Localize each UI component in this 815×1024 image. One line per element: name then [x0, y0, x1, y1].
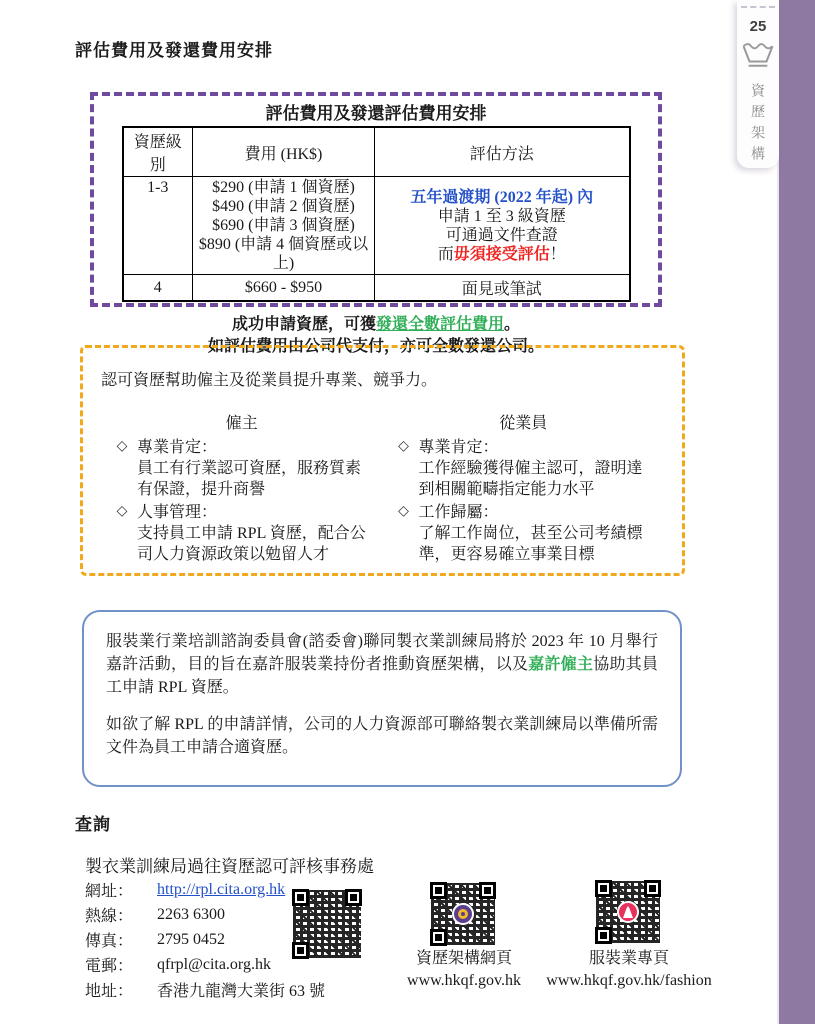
- qr-finder-icon: [292, 942, 309, 959]
- method-line-2: 申請 1 至 3 級資歷: [437, 207, 566, 225]
- item-body: 員工有行業認可資歷，服務質素有保證，提升商譽: [137, 460, 362, 498]
- address-label: 地址：: [85, 983, 134, 1000]
- benefits-columns: [101, 410, 664, 565]
- hkqf-qr-label: 資歷架構網頁: [415, 950, 512, 967]
- hotline-value: 2263 6300: [157, 905, 225, 923]
- event-paragraph-1: [106, 630, 658, 699]
- fee-option-3: $690 (申請 3 個資歷): [212, 217, 355, 234]
- email-value: qfrpl@cita.org.hk: [157, 955, 271, 973]
- item-title: 工作歸屬：: [418, 504, 499, 521]
- method-line4-prefix: 而: [437, 245, 454, 263]
- cell-fees-1-3: [193, 177, 375, 275]
- fax-value: 2795 0452: [157, 930, 225, 948]
- diamond-bullet-icon: ◇: [398, 439, 409, 454]
- diamond-bullet-icon: ◇: [116, 439, 128, 454]
- refund-line-1: [94, 314, 658, 336]
- fashion-qr-code: [592, 877, 664, 947]
- stitch-line: [741, 6, 775, 8]
- website-link[interactable]: http://rpl.cita.org.hk: [157, 880, 286, 898]
- cell-level-1-3: 1-3: [123, 177, 193, 275]
- email-label: 電郵：: [85, 958, 134, 975]
- cell-method-1-3: [375, 177, 630, 275]
- refund-line1-prefix: 成功申請資歷，可獲: [231, 316, 376, 333]
- practitioner-column: [383, 410, 665, 565]
- tab-label: 資歷架構: [750, 83, 766, 167]
- fashion-qr-url: www.hkqf.gov.hk/fashion: [546, 972, 712, 989]
- event-box: [82, 610, 682, 787]
- qr-finder-icon: [345, 889, 362, 906]
- diamond-bullet-icon: ◇: [116, 504, 128, 519]
- cell-fee-4: $660 - $950: [193, 275, 375, 302]
- fee-table-title: 評估費用及發還評估費用安排: [265, 104, 487, 123]
- hkqf-qr-caption: [400, 948, 528, 992]
- refund-line1-suffix: 。: [504, 316, 521, 333]
- fee-option-4: $890 (申請 4 個資歷或以上): [198, 236, 369, 272]
- hotline-label: 熱線：: [85, 908, 134, 925]
- event-p1-prefix: 服裝業行業培訓諮詢委員會(諮委會)聯同製衣業訓練局將於 2023 年 10 月舉行嘉許活動，目的旨在嘉許服裝業持份者推動資歷架構，以及: [106, 633, 658, 673]
- wash-basin-icon: [737, 39, 779, 72]
- item-title: 專業肯定：: [137, 439, 218, 456]
- item-body: 了解工作崗位，甚至公司考績標準，更容易確立事業目標: [418, 525, 643, 563]
- hkqf-qr-code: [427, 879, 499, 949]
- header-level: 資歷級別: [123, 127, 193, 177]
- qf-logo-icon: [452, 903, 474, 925]
- side-band: [777, 0, 815, 1024]
- practitioner-heading: 從業員: [499, 415, 548, 432]
- item-text: [419, 502, 659, 565]
- qr-finder-icon: [430, 929, 447, 946]
- inquiry-heading: 查詢: [75, 815, 111, 834]
- website-label: 網址：: [85, 883, 134, 900]
- contact-row-address: [85, 977, 325, 1002]
- qr-finder-icon: [644, 880, 661, 897]
- item-body: 支持員工申請 RPL 資歷，配合公司人力資源政策以勉留人才: [137, 525, 366, 563]
- method-line-3: 可通過文件查證: [445, 226, 558, 244]
- method-line-4: [379, 245, 625, 264]
- refund-full-highlight: 發還全數評估費用: [375, 316, 504, 333]
- page-title: 評估費用及發還費用安排: [75, 41, 273, 60]
- list-item: [107, 437, 377, 500]
- qr-finder-icon: [595, 927, 612, 944]
- fee-option-2: $490 (申請 2 個資歷): [212, 198, 355, 215]
- benefits-intro: 認可資歷幫助僱主及從業員提升專業、競爭力。: [101, 372, 438, 389]
- contact-qr-code: [289, 886, 365, 962]
- fee-row-levels-1-3: [123, 177, 630, 275]
- item-title: 專業肯定：: [418, 439, 499, 456]
- benefits-box: [80, 345, 685, 576]
- fashion-qr-label: 服裝業專頁: [588, 950, 669, 967]
- cell-method-4: 面見或筆試: [375, 275, 630, 302]
- fee-row-level-4: [123, 275, 630, 302]
- item-text: [137, 502, 377, 565]
- qr-finder-icon: [292, 889, 309, 906]
- fee-table-header-row: [123, 127, 630, 177]
- fee-box: [90, 92, 662, 355]
- header-method: 評估方法: [375, 127, 630, 177]
- fee-table: [122, 126, 631, 302]
- item-text: [419, 437, 659, 500]
- fashion-qr-caption: [545, 948, 713, 992]
- address-value: 香港九龍灣大業街 63 號: [157, 983, 326, 1000]
- page-number: 25: [749, 18, 767, 35]
- commend-employer-highlight: 嘉許僱主: [528, 656, 594, 673]
- event-paragraph-2: 如欲了解 RPL 的申請詳情，公司的人力資源部可聯絡製衣業訓練局以準備所需文件為員工申請合適資歷。: [106, 716, 658, 756]
- fee-option-1: $290 (申請 1 個資歷): [212, 179, 355, 196]
- office-name: 製衣業訓練局過往資歷認可評核事務處: [85, 857, 374, 876]
- refund-line-2: 如評估費用由公司代支付，亦可全數發還公司。: [207, 338, 544, 355]
- qr-finder-icon: [595, 880, 612, 897]
- hkqf-qr-url: www.hkqf.gov.hk: [407, 972, 521, 989]
- item-text: [137, 437, 377, 500]
- cell-level-4: 4: [123, 275, 193, 302]
- dress-logo-icon: [617, 901, 639, 923]
- fax-label: 傳真：: [85, 933, 134, 950]
- bookmark-tab: [737, 0, 779, 168]
- qr-finder-icon: [430, 882, 447, 899]
- method-line4-suffix: ！: [549, 245, 566, 263]
- header-fee: 費用 (HK$): [193, 127, 375, 177]
- list-item: [389, 437, 659, 500]
- list-item: [389, 502, 659, 565]
- item-body: 工作經驗獲得僱主認可，證明達到相關範疇指定能力水平: [418, 460, 643, 498]
- qr-finder-icon: [479, 882, 496, 899]
- event-p1-suffix: 協助其員工申請 RPL 資歷。: [106, 656, 658, 696]
- employer-column: [101, 410, 383, 565]
- method-no-assessment-highlight: 毋須接受評估: [453, 245, 550, 263]
- employer-heading: 僱主: [225, 415, 258, 432]
- diamond-bullet-icon: ◇: [398, 504, 409, 519]
- item-title: 人事管理：: [137, 504, 218, 521]
- method-transition-period: 五年過渡期 (2022 年起) 內: [410, 188, 594, 206]
- list-item: [107, 502, 377, 565]
